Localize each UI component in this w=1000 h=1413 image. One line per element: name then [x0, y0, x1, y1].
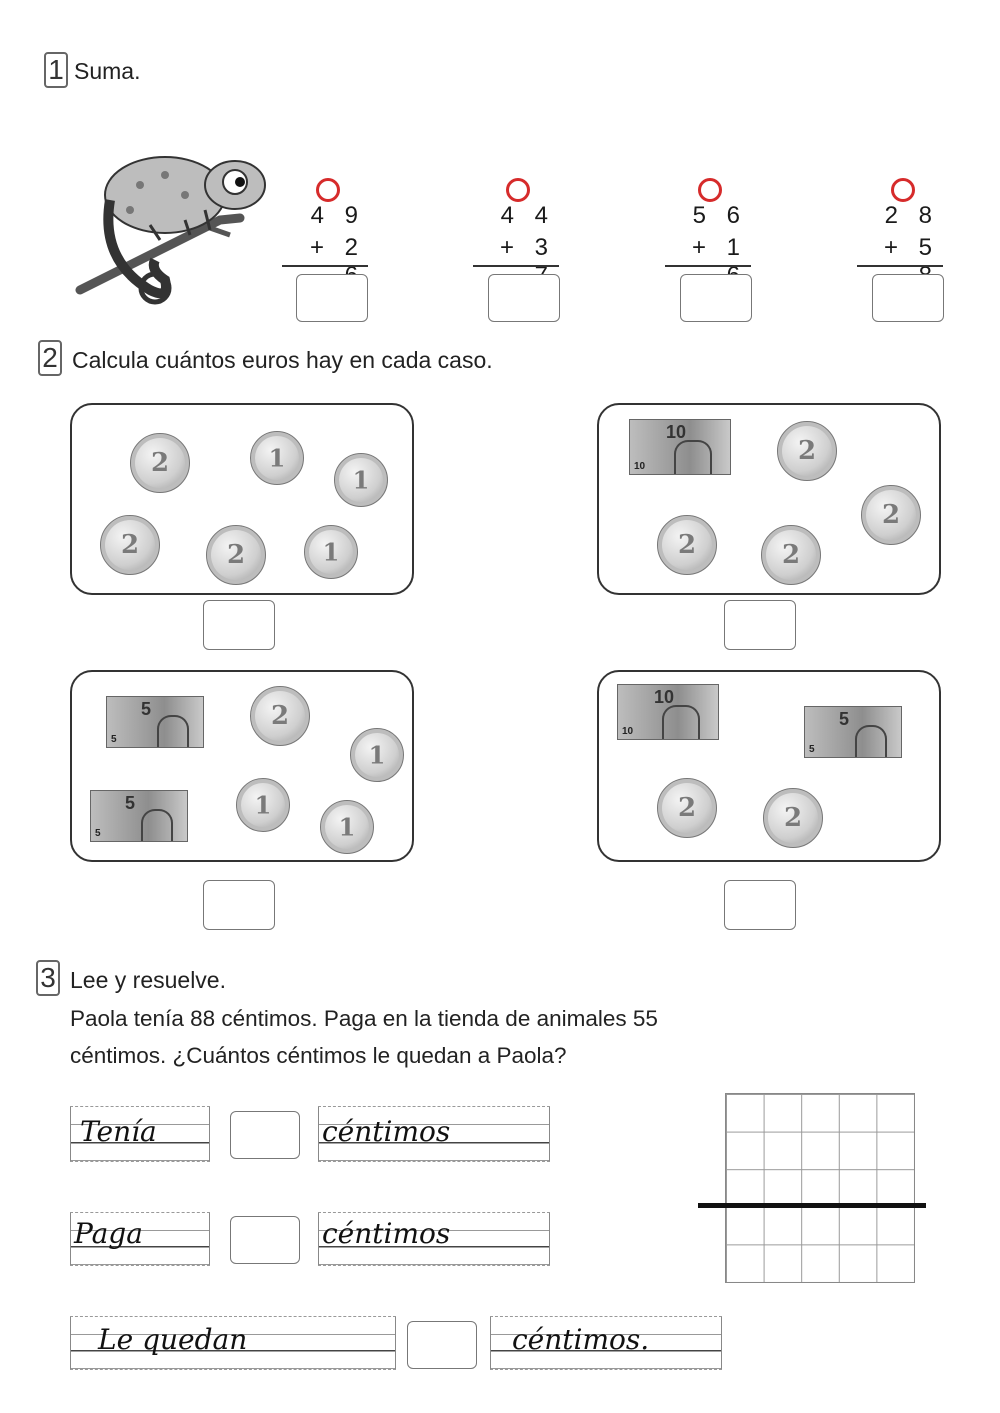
problem-text-line-1: Paola tenía 88 céntimos. Paga en la tienda de animales 55 [70, 1006, 658, 1031]
chameleon-illustration [70, 140, 280, 320]
sum-line [665, 265, 751, 267]
addend-bottom: + 5 [883, 234, 939, 261]
coin-2-euro: 2 [657, 778, 717, 838]
answer-box[interactable] [203, 600, 275, 650]
sum-line [857, 265, 943, 267]
unit-label: céntimos [322, 1115, 451, 1148]
addend-bottom: + 2 [309, 234, 365, 261]
money-frame-c [70, 670, 414, 862]
addend-bottom: + 1 [691, 234, 747, 261]
answer-box[interactable] [230, 1111, 300, 1159]
carry-circle[interactable] [698, 178, 722, 202]
subtraction-line [698, 1203, 926, 1208]
money-frame-a [70, 403, 414, 595]
coin-1-euro: 1 [236, 778, 290, 832]
coin-2-euro: 2 [206, 525, 266, 585]
handwriting-line [490, 1316, 722, 1370]
coin-1-euro: 1 [350, 728, 404, 782]
row-label-paga: Paga [74, 1217, 143, 1250]
banknote-10-euro: 10 10 [617, 684, 719, 740]
coin-1-euro: 1 [250, 431, 304, 485]
coin-2-euro: 2 [130, 433, 190, 493]
sum-line [473, 265, 559, 267]
banknote-5-euro: 5 5 [804, 706, 902, 758]
handwriting-line [70, 1212, 210, 1266]
answer-box[interactable] [680, 274, 752, 322]
handwriting-line [318, 1106, 550, 1162]
answer-box[interactable] [296, 274, 368, 322]
addend-top: 2 8 [884, 202, 939, 229]
row-label-tenia: Tenía [80, 1115, 157, 1148]
section-1-title: Suma. [74, 58, 141, 84]
sum-line [282, 265, 368, 267]
money-frame-d [597, 670, 941, 862]
handwriting-line [70, 1316, 396, 1370]
calculation-grid[interactable] [725, 1093, 915, 1283]
carry-circle[interactable] [316, 178, 340, 202]
answer-box[interactable] [230, 1216, 300, 1264]
handwriting-line [70, 1106, 210, 1162]
coin-2-euro: 2 [100, 515, 160, 575]
addend-top: 5 6 [692, 202, 747, 229]
answer-box[interactable] [407, 1321, 477, 1369]
section-3-title: Lee y resuelve. [70, 967, 226, 993]
coin-2-euro: 2 [250, 686, 310, 746]
addend-top: 4 9 [310, 202, 365, 229]
coin-2-euro: 2 [861, 485, 921, 545]
unit-label: céntimos [322, 1217, 451, 1250]
coin-2-euro: 2 [761, 525, 821, 585]
answer-box[interactable] [724, 880, 796, 930]
banknote-5-euro: 5 5 [106, 696, 204, 748]
answer-box[interactable] [203, 880, 275, 930]
section-1-number: 1 [44, 52, 68, 88]
coin-2-euro: 2 [777, 421, 837, 481]
row-label-le-quedan: Le quedan [98, 1323, 248, 1356]
addend-top: 4 4 [500, 202, 555, 229]
carry-circle[interactable] [891, 178, 915, 202]
answer-box[interactable] [724, 600, 796, 650]
money-frame-b [597, 403, 941, 595]
coin-1-euro: 1 [334, 453, 388, 507]
coin-1-euro: 1 [304, 525, 358, 579]
answer-box[interactable] [872, 274, 944, 322]
unit-label: céntimos. [512, 1323, 650, 1356]
section-3-number: 3 [36, 960, 60, 996]
banknote-10-euro: 10 10 [629, 419, 731, 475]
problem-text-line-2: céntimos. ¿Cuántos céntimos le quedan a Paola? [70, 1043, 567, 1068]
coin-1-euro: 1 [320, 800, 374, 854]
banknote-5-euro: 5 5 [90, 790, 188, 842]
carry-circle[interactable] [506, 178, 530, 202]
answer-box[interactable] [488, 274, 560, 322]
handwriting-line [318, 1212, 550, 1266]
coin-2-euro: 2 [657, 515, 717, 575]
section-2-number: 2 [38, 340, 62, 376]
section-2-title: Calcula cuántos euros hay en cada caso. [72, 347, 493, 373]
coin-2-euro: 2 [763, 788, 823, 848]
addend-bottom: + 3 [499, 234, 555, 261]
